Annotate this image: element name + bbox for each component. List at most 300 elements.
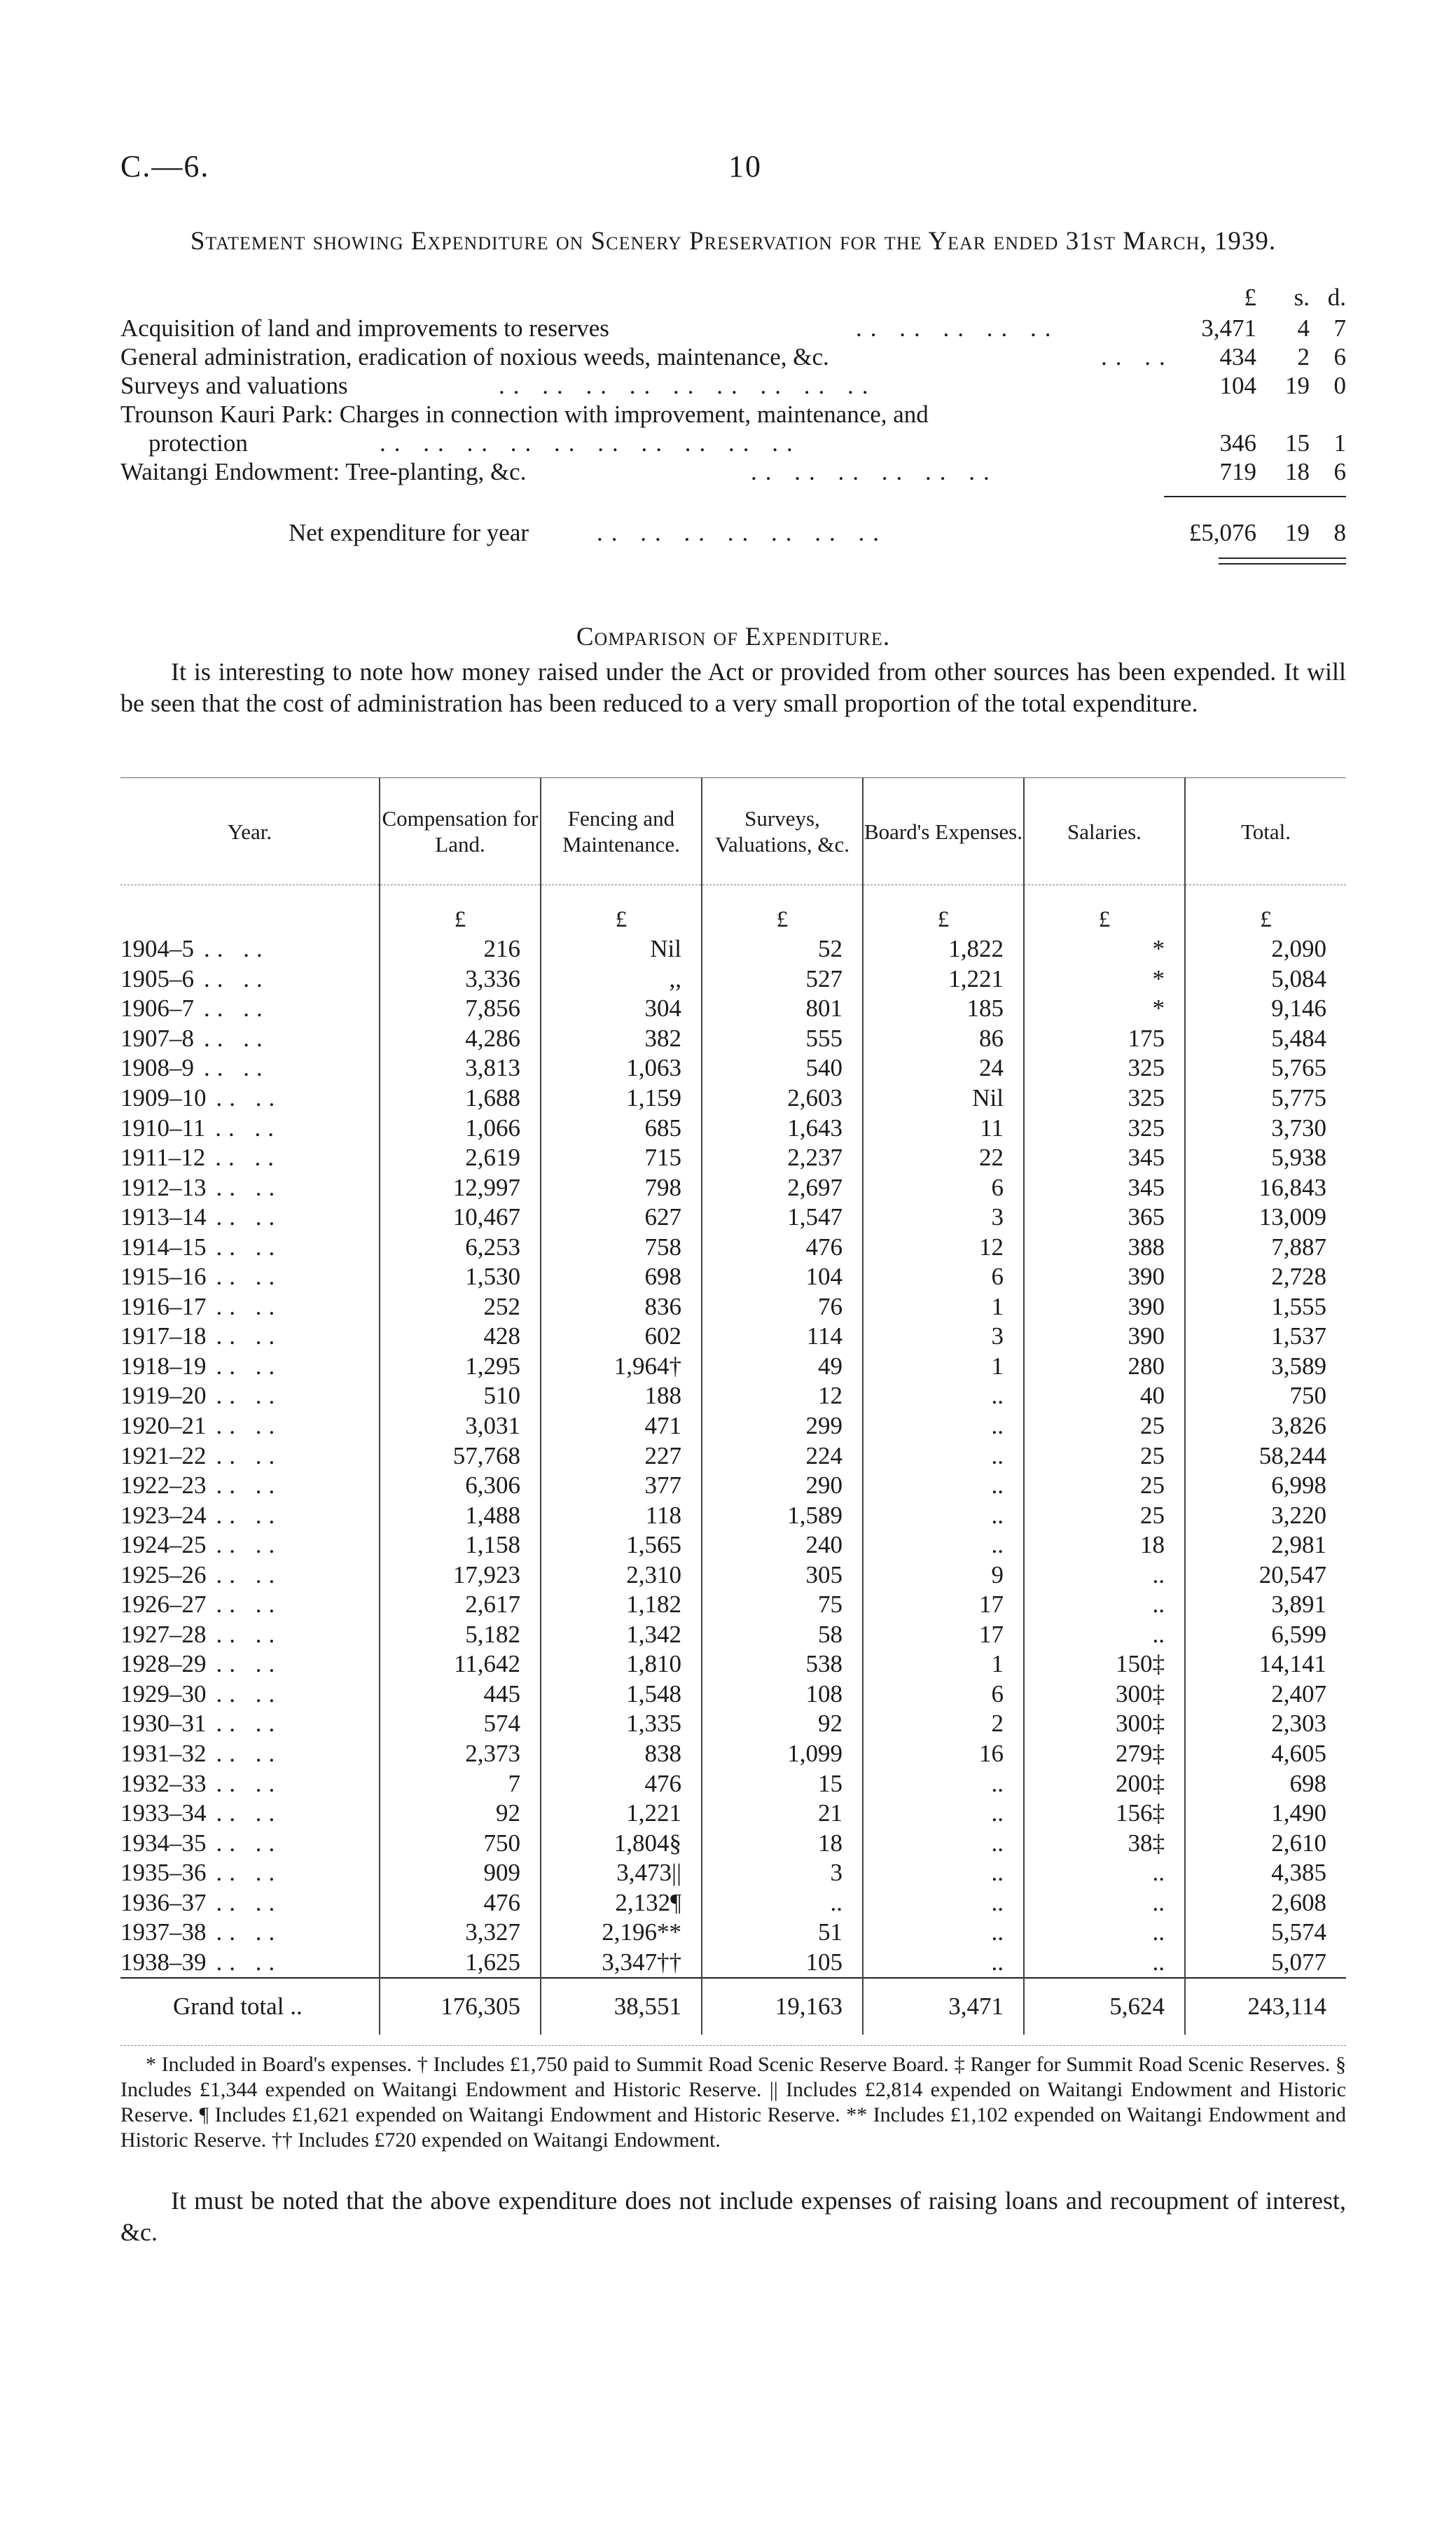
amount-shillings: 2 xyxy=(1297,343,1310,371)
comparison-paragraph: It is interesting to note how money raised under the Act or provided from other sources has been expended. It will be seen that the cost of administration has been reduced to a very small proportion of the total expenditure. xyxy=(120,658,1346,717)
cell-board-expenses: 9 xyxy=(863,1560,1024,1590)
leader-dots: .. .. xyxy=(204,995,270,1023)
leader-dots: .. .. xyxy=(216,1292,282,1320)
cell-fencing: 2,132¶ xyxy=(541,1888,702,1918)
cell-board-expenses: 1,221 xyxy=(863,964,1024,995)
cell-board-expenses: .. xyxy=(863,1500,1024,1530)
table-row xyxy=(120,1590,1346,1620)
cell-board-expenses: 1 xyxy=(863,1649,1024,1680)
comparison-heading: Comparison of Expenditure. xyxy=(576,623,891,651)
cell-surveys: 18 xyxy=(702,1828,863,1858)
cell-year: 1924–25 .. .. xyxy=(120,1531,282,1559)
table-row xyxy=(120,1560,1346,1590)
cell-fencing: 1,063 xyxy=(541,1053,702,1083)
leader-dots: .. .. xyxy=(216,1322,282,1350)
cell-board-expenses: 24 xyxy=(863,1053,1024,1083)
leader-dots: .. .. xyxy=(216,1084,282,1112)
cell-compensation: 6,253 xyxy=(380,1232,541,1262)
amount-pounds: 719 xyxy=(1219,458,1256,485)
cell-total: 2,728 xyxy=(1185,1262,1346,1292)
cell-year: 1910–11 .. .. xyxy=(120,1114,281,1142)
amount-pence: 0 xyxy=(1333,372,1346,399)
table-row xyxy=(120,1948,1346,1979)
table-row xyxy=(120,1024,1346,1054)
grand-total-row xyxy=(120,1978,1346,2035)
cell-fencing: 377 xyxy=(541,1471,702,1501)
unit-cell: £ xyxy=(541,885,702,935)
cell-salaries: 25 xyxy=(1024,1471,1185,1501)
cell-salaries: .. xyxy=(1024,1918,1185,1948)
amount-pounds: 3,471 xyxy=(1201,314,1256,342)
cell-fencing: 602 xyxy=(541,1322,702,1352)
cell-total: 3,220 xyxy=(1185,1500,1346,1530)
cell-fencing: 1,221 xyxy=(541,1799,702,1829)
cell-fencing: 3,347†† xyxy=(541,1948,702,1979)
cell-surveys: 92 xyxy=(702,1709,863,1739)
leader-dots: .. .. xyxy=(216,1531,282,1559)
cell-compensation: 428 xyxy=(380,1322,541,1352)
cell-fencing: 1,335 xyxy=(541,1709,702,1739)
cell-fencing: 227 xyxy=(541,1441,702,1471)
cell-year: 1926–27 .. .. xyxy=(120,1591,282,1619)
cell-surveys: .. xyxy=(702,1888,863,1918)
amount-pence: 6 xyxy=(1333,458,1346,485)
leader-dots: .. .. .. .. .. xyxy=(856,314,1060,342)
leader-dots: .. .. xyxy=(216,1918,282,1946)
statement-row xyxy=(120,427,1346,459)
table-row xyxy=(120,1172,1346,1203)
leader-dots: .. .. xyxy=(216,1888,282,1916)
cell-year: 1915–16 .. .. xyxy=(120,1263,282,1291)
cell-salaries: 279‡ xyxy=(1024,1739,1185,1769)
cell-total: 750 xyxy=(1185,1381,1346,1411)
cell-total: 1,490 xyxy=(1185,1799,1346,1829)
amount-shillings: 15 xyxy=(1285,429,1310,457)
leader-dots: .. .. .. .. .. .. .. .. .. .. xyxy=(380,429,801,457)
amount-pence: 6 xyxy=(1333,343,1346,371)
cell-board-expenses: 185 xyxy=(863,994,1024,1024)
cell-compensation: 476 xyxy=(380,1888,541,1918)
cell-board-expenses: 2 xyxy=(863,1709,1024,1739)
cell-year: 1929–30 .. .. xyxy=(120,1680,282,1708)
cell-year: 1921–22 .. .. xyxy=(120,1441,282,1469)
cell-board-expenses: Nil xyxy=(863,1083,1024,1114)
col-header-fencing: Fencing and Maintenance. xyxy=(541,778,702,885)
cell-salaries: 25 xyxy=(1024,1411,1185,1441)
table-row xyxy=(120,1471,1346,1501)
cell-total: 3,891 xyxy=(1185,1590,1346,1620)
leader-dots: .. .. xyxy=(216,1233,282,1261)
table-row xyxy=(120,1053,1346,1083)
cell-year: 1938–39 .. .. xyxy=(120,1948,282,1976)
grand-total-total: 243,114 xyxy=(1185,1978,1346,2035)
cell-total: 5,484 xyxy=(1185,1024,1346,1054)
cell-surveys: 527 xyxy=(702,964,863,995)
cell-compensation: 1,295 xyxy=(380,1352,541,1382)
leader-dots: .. .. xyxy=(216,1173,282,1201)
cell-fencing: 1,565 xyxy=(541,1530,702,1560)
cell-fencing: Nil xyxy=(541,934,702,964)
cell-compensation: 6,306 xyxy=(380,1471,541,1501)
cell-compensation: 1,688 xyxy=(380,1083,541,1114)
net-pence: 8 xyxy=(1333,519,1346,546)
cell-salaries: .. xyxy=(1024,1590,1185,1620)
cell-compensation: 1,158 xyxy=(380,1530,541,1560)
unit-pence: d. xyxy=(1327,284,1346,311)
amount-shillings: 18 xyxy=(1285,458,1310,485)
cell-total: 1,537 xyxy=(1185,1322,1346,1352)
unit-shillings: s. xyxy=(1294,284,1310,311)
cell-year: 1918–19 .. .. xyxy=(120,1352,282,1380)
cell-total: 2,608 xyxy=(1185,1888,1346,1918)
leader-dots: .. .. xyxy=(204,964,270,992)
footnote-rule xyxy=(120,2045,1346,2046)
leader-dots: .. .. xyxy=(204,935,270,963)
unit-cell: £ xyxy=(380,885,541,935)
cell-salaries: .. xyxy=(1024,1620,1185,1650)
cell-year: 1931–32 .. .. xyxy=(120,1740,282,1768)
footnotes: * Included in Board's expenses. † Includes £1,750 paid to Summit Road Scenic Reserve Board. ‡ Ranger for Summit Road Scenic Reserves. § Includes £1,344 expended on Waitangi Endowment and Historic Reserve. || Includes £2,814 expended on Waitangi Endowment and Historic Reserve. ¶ Includes £1,621 expended on Waitangi Endowment and Historic Reserve. ** Includes £1,102 expended on Waitangi Endowment and Historic Reserve. †† Includes £720 expended on Waitangi Endowment. xyxy=(120,2053,1346,2152)
table-row xyxy=(120,1799,1346,1829)
table-row xyxy=(120,1143,1346,1173)
cell-year: 1922–23 .. .. xyxy=(120,1472,282,1500)
table-row xyxy=(120,1352,1346,1382)
leader-dots: .. .. xyxy=(216,1650,282,1678)
cell-surveys: 540 xyxy=(702,1053,863,1083)
leader-dots: .. .. xyxy=(216,1412,282,1440)
cell-fencing: 1,810 xyxy=(541,1649,702,1680)
cell-total: 5,938 xyxy=(1185,1143,1346,1173)
cell-salaries: 325 xyxy=(1024,1113,1185,1143)
grand-total-board-expenses: 3,471 xyxy=(863,1978,1024,2035)
cell-board-expenses: 12 xyxy=(863,1232,1024,1262)
leader-dots: .. .. xyxy=(216,1560,282,1588)
cell-surveys: 555 xyxy=(702,1024,863,1054)
leader-dots: .. .. xyxy=(216,1263,282,1291)
total-rule-2 xyxy=(1219,563,1346,565)
cell-year: 1920–21 .. .. xyxy=(120,1412,282,1440)
cell-compensation: 5,182 xyxy=(380,1620,541,1650)
cell-fencing: 758 xyxy=(541,1232,702,1262)
cell-salaries: 40 xyxy=(1024,1381,1185,1411)
table-row xyxy=(120,1083,1346,1114)
cell-fencing: 3,473|| xyxy=(541,1858,702,1888)
cell-total: 3,826 xyxy=(1185,1411,1346,1441)
grand-total-surveys: 19,163 xyxy=(702,1978,863,2035)
statement-row-label: Waitangi Endowment: Tree-planting, &c. xyxy=(120,458,527,485)
cell-fencing: 2,310 xyxy=(541,1560,702,1590)
cell-salaries: .. xyxy=(1024,1888,1185,1918)
cell-fencing: 685 xyxy=(541,1113,702,1143)
cell-board-expenses: 22 xyxy=(863,1143,1024,1173)
cell-total: 698 xyxy=(1185,1768,1346,1799)
cell-board-expenses: 3 xyxy=(863,1203,1024,1233)
grand-total-salaries: 5,624 xyxy=(1024,1978,1185,2035)
col-header-surveys: Surveys, Valuations, &c. xyxy=(702,778,863,885)
cell-board-expenses: .. xyxy=(863,1858,1024,1888)
leader-dots: .. .. xyxy=(216,1710,282,1738)
cell-total: 6,599 xyxy=(1185,1620,1346,1650)
cell-year: 1904–5 .. .. xyxy=(120,935,270,963)
cell-fencing: 1,159 xyxy=(541,1083,702,1114)
cell-year: 1928–29 .. .. xyxy=(120,1650,282,1678)
amount-pounds: 434 xyxy=(1219,343,1256,371)
leader-dots: .. .. .. .. .. .. .. xyxy=(597,519,887,546)
cell-year: 1927–28 .. .. xyxy=(120,1620,282,1648)
leader-dots: .. .. xyxy=(216,1680,282,1708)
cell-year: 1919–20 .. .. xyxy=(120,1382,282,1410)
table-row xyxy=(120,1888,1346,1918)
leader-dots: .. .. xyxy=(215,1144,281,1172)
cell-board-expenses: 1 xyxy=(863,1292,1024,1322)
cell-compensation: 1,625 xyxy=(380,1948,541,1979)
col-header-board-expenses: Board's Expenses. xyxy=(863,778,1024,885)
leader-dots: .. .. xyxy=(216,1740,282,1768)
cell-total: 5,077 xyxy=(1185,1948,1346,1979)
cell-year: 1934–35 .. .. xyxy=(120,1829,282,1857)
unit-cell: £ xyxy=(863,885,1024,935)
cell-fencing: 2,196** xyxy=(541,1918,702,1948)
cell-fencing: 627 xyxy=(541,1203,702,1233)
cell-board-expenses: .. xyxy=(863,1888,1024,1918)
cell-board-expenses: 6 xyxy=(863,1680,1024,1710)
amount-pounds: 104 xyxy=(1219,372,1256,399)
cell-fencing: 715 xyxy=(541,1143,702,1173)
cell-compensation: 2,373 xyxy=(380,1739,541,1769)
table-row xyxy=(120,1322,1346,1352)
cell-surveys: 76 xyxy=(702,1292,863,1322)
col-header-salaries: Salaries. xyxy=(1024,778,1185,885)
cell-total: 2,981 xyxy=(1185,1530,1346,1560)
table-row xyxy=(120,1500,1346,1530)
cell-compensation: 252 xyxy=(380,1292,541,1322)
statement-row xyxy=(120,312,1346,345)
cell-compensation: 3,031 xyxy=(380,1411,541,1441)
table-row xyxy=(120,1709,1346,1739)
cell-year: 1913–14 .. .. xyxy=(120,1203,282,1231)
cell-surveys: 105 xyxy=(702,1948,863,1979)
cell-total: 1,555 xyxy=(1185,1292,1346,1322)
cell-salaries: 345 xyxy=(1024,1143,1185,1173)
cell-compensation: 3,813 xyxy=(380,1053,541,1083)
leader-dots: .. .. xyxy=(204,1024,270,1052)
cell-board-expenses: 17 xyxy=(863,1590,1024,1620)
document-reference: C.—6. xyxy=(120,149,210,184)
leader-dots: .. .. xyxy=(216,1352,282,1380)
cell-fencing: 118 xyxy=(541,1500,702,1530)
cell-compensation: 1,488 xyxy=(380,1500,541,1530)
cell-year: 1936–37 .. .. xyxy=(120,1888,282,1916)
cell-salaries: 300‡ xyxy=(1024,1709,1185,1739)
statement-net-row xyxy=(120,517,1346,549)
statement-units xyxy=(120,282,1346,314)
cell-fencing: 798 xyxy=(541,1172,702,1203)
col-header-year: Year. xyxy=(227,819,272,844)
cell-surveys: 299 xyxy=(702,1411,863,1441)
cell-total: 2,610 xyxy=(1185,1828,1346,1858)
cell-salaries: 156‡ xyxy=(1024,1799,1185,1829)
table-row xyxy=(120,1649,1346,1680)
cell-board-expenses: 1,822 xyxy=(863,934,1024,964)
cell-salaries: 300‡ xyxy=(1024,1680,1185,1710)
cell-board-expenses: .. xyxy=(863,1530,1024,1560)
statement-title: Statement showing Expenditure on Scenery Preservation for the Year ended 31st March, 1939. xyxy=(190,227,1277,256)
leader-dots: .. .. xyxy=(216,1859,282,1887)
cell-salaries: 390 xyxy=(1024,1262,1185,1292)
table-row xyxy=(120,1918,1346,1948)
cell-total: 2,090 xyxy=(1185,934,1346,964)
cell-surveys: 224 xyxy=(702,1441,863,1471)
cell-year: 1925–26 .. .. xyxy=(120,1560,282,1588)
closing-paragraph: It must be noted that the above expenditure does not include expenses of raising loans and recoupment of interest, &c. xyxy=(120,2187,1346,2246)
cell-fencing: 304 xyxy=(541,994,702,1024)
statement-row xyxy=(120,370,1346,402)
table-row xyxy=(120,1262,1346,1292)
cell-year: 1909–10 .. .. xyxy=(120,1084,282,1112)
cell-surveys: 538 xyxy=(702,1649,863,1680)
unit-pounds: £ xyxy=(1244,284,1256,311)
leader-dots: .. .. xyxy=(216,1829,282,1857)
cell-board-expenses: .. xyxy=(863,1411,1024,1441)
cell-compensation: 7 xyxy=(380,1768,541,1799)
table-row xyxy=(120,1113,1346,1143)
cell-compensation: 2,617 xyxy=(380,1590,541,1620)
cell-year: 1905–6 .. .. xyxy=(120,964,270,992)
cell-year: 1935–36 .. .. xyxy=(120,1859,282,1887)
cell-compensation: 92 xyxy=(380,1799,541,1829)
cell-surveys: 2,697 xyxy=(702,1172,863,1203)
cell-fencing: 476 xyxy=(541,1768,702,1799)
cell-board-expenses: 3 xyxy=(863,1322,1024,1352)
leader-dots: .. .. xyxy=(216,1203,282,1231)
cell-total: 3,730 xyxy=(1185,1113,1346,1143)
amount-shillings: 19 xyxy=(1285,372,1310,399)
cell-compensation: 510 xyxy=(380,1381,541,1411)
cell-fencing: 188 xyxy=(541,1381,702,1411)
cell-board-expenses: .. xyxy=(863,1471,1024,1501)
table-row xyxy=(120,1858,1346,1888)
cell-surveys: 1,099 xyxy=(702,1739,863,1769)
cell-salaries: 280 xyxy=(1024,1352,1185,1382)
unit-cell: £ xyxy=(1024,885,1185,935)
cell-year: 1916–17 .. .. xyxy=(120,1292,282,1320)
leader-dots: .. xyxy=(284,1993,303,2021)
cell-fencing: 1,964† xyxy=(541,1352,702,1382)
cell-compensation: 2,619 xyxy=(380,1143,541,1173)
cell-compensation: 750 xyxy=(380,1828,541,1858)
cell-total: 16,843 xyxy=(1185,1172,1346,1203)
cell-salaries: 325 xyxy=(1024,1053,1185,1083)
cell-salaries: 175 xyxy=(1024,1024,1185,1054)
table-row xyxy=(120,1381,1346,1411)
cell-compensation: 1,066 xyxy=(380,1113,541,1143)
cell-total: 14,141 xyxy=(1185,1649,1346,1680)
cell-surveys: 51 xyxy=(702,1918,863,1948)
cell-surveys: 1,643 xyxy=(702,1113,863,1143)
amount-pounds: 346 xyxy=(1219,429,1256,457)
cell-total: 58,244 xyxy=(1185,1441,1346,1471)
net-expenditure-label: Net expenditure for year xyxy=(289,519,529,546)
cell-fencing: 382 xyxy=(541,1024,702,1054)
cell-year: 1914–15 .. .. xyxy=(120,1233,282,1261)
cell-salaries: * xyxy=(1024,964,1185,995)
cell-fencing: 471 xyxy=(541,1411,702,1441)
cell-year: 1932–33 .. .. xyxy=(120,1769,282,1797)
cell-total: 5,084 xyxy=(1185,964,1346,995)
cell-salaries: 388 xyxy=(1024,1232,1185,1262)
cell-fencing: 838 xyxy=(541,1739,702,1769)
cell-board-expenses: .. xyxy=(863,1381,1024,1411)
cell-surveys: 2,237 xyxy=(702,1143,863,1173)
page-number: 10 xyxy=(728,149,762,184)
cell-salaries: 390 xyxy=(1024,1292,1185,1322)
cell-compensation: 3,327 xyxy=(380,1918,541,1948)
cell-salaries: .. xyxy=(1024,1948,1185,1979)
cell-surveys: 801 xyxy=(702,994,863,1024)
cell-compensation: 10,467 xyxy=(380,1203,541,1233)
cell-compensation: 17,923 xyxy=(380,1560,541,1590)
leader-dots: .. .. xyxy=(216,1620,282,1648)
cell-year: 1906–7 .. .. xyxy=(120,995,270,1023)
grand-total-label: Grand total .. xyxy=(120,1978,380,2035)
cell-fencing: 836 xyxy=(541,1292,702,1322)
cell-board-expenses: .. xyxy=(863,1768,1024,1799)
cell-surveys: 75 xyxy=(702,1590,863,1620)
cell-surveys: 15 xyxy=(702,1768,863,1799)
cell-total: 7,887 xyxy=(1185,1232,1346,1262)
table-row xyxy=(120,1411,1346,1441)
leader-dots: .. .. xyxy=(216,1472,282,1500)
cell-total: 5,775 xyxy=(1185,1083,1346,1114)
cell-board-expenses: .. xyxy=(863,1828,1024,1858)
cell-compensation: 12,997 xyxy=(380,1172,541,1203)
cell-board-expenses: .. xyxy=(863,1441,1024,1471)
cell-surveys: 58 xyxy=(702,1620,863,1650)
cell-compensation: 7,856 xyxy=(380,994,541,1024)
cell-salaries: .. xyxy=(1024,1560,1185,1590)
table-row xyxy=(120,1232,1346,1262)
statement-row xyxy=(120,341,1346,373)
leader-dots: .. .. xyxy=(204,1054,270,1082)
cell-year: 1937–38 .. .. xyxy=(120,1918,282,1946)
cell-board-expenses: 6 xyxy=(863,1172,1024,1203)
leader-dots: .. .. xyxy=(216,1948,282,1976)
cell-total: 9,146 xyxy=(1185,994,1346,1024)
grand-total-fencing: 38,551 xyxy=(541,1978,702,2035)
statement-row-label: protection xyxy=(148,429,248,457)
net-shillings: 19 xyxy=(1285,519,1310,546)
cell-compensation: 1,530 xyxy=(380,1262,541,1292)
table-row xyxy=(120,994,1346,1024)
table-row xyxy=(120,1828,1346,1858)
cell-total: 13,009 xyxy=(1185,1203,1346,1233)
leader-dots: .. .. xyxy=(216,1441,282,1469)
cell-board-expenses: 6 xyxy=(863,1262,1024,1292)
cell-compensation: 909 xyxy=(380,1858,541,1888)
amount-pence: 1 xyxy=(1333,429,1346,457)
cell-board-expenses: .. xyxy=(863,1948,1024,1979)
cell-fencing: 1,804§ xyxy=(541,1828,702,1858)
cell-compensation: 3,336 xyxy=(380,964,541,995)
cell-salaries: 345 xyxy=(1024,1172,1185,1203)
cell-salaries: * xyxy=(1024,934,1185,964)
amount-shillings: 4 xyxy=(1297,314,1310,342)
cell-board-expenses: .. xyxy=(863,1918,1024,1948)
unit-cell: £ xyxy=(1185,885,1346,935)
cell-total: 5,574 xyxy=(1185,1918,1346,1948)
unit-cell: £ xyxy=(702,885,863,935)
statement-row xyxy=(120,399,1346,431)
